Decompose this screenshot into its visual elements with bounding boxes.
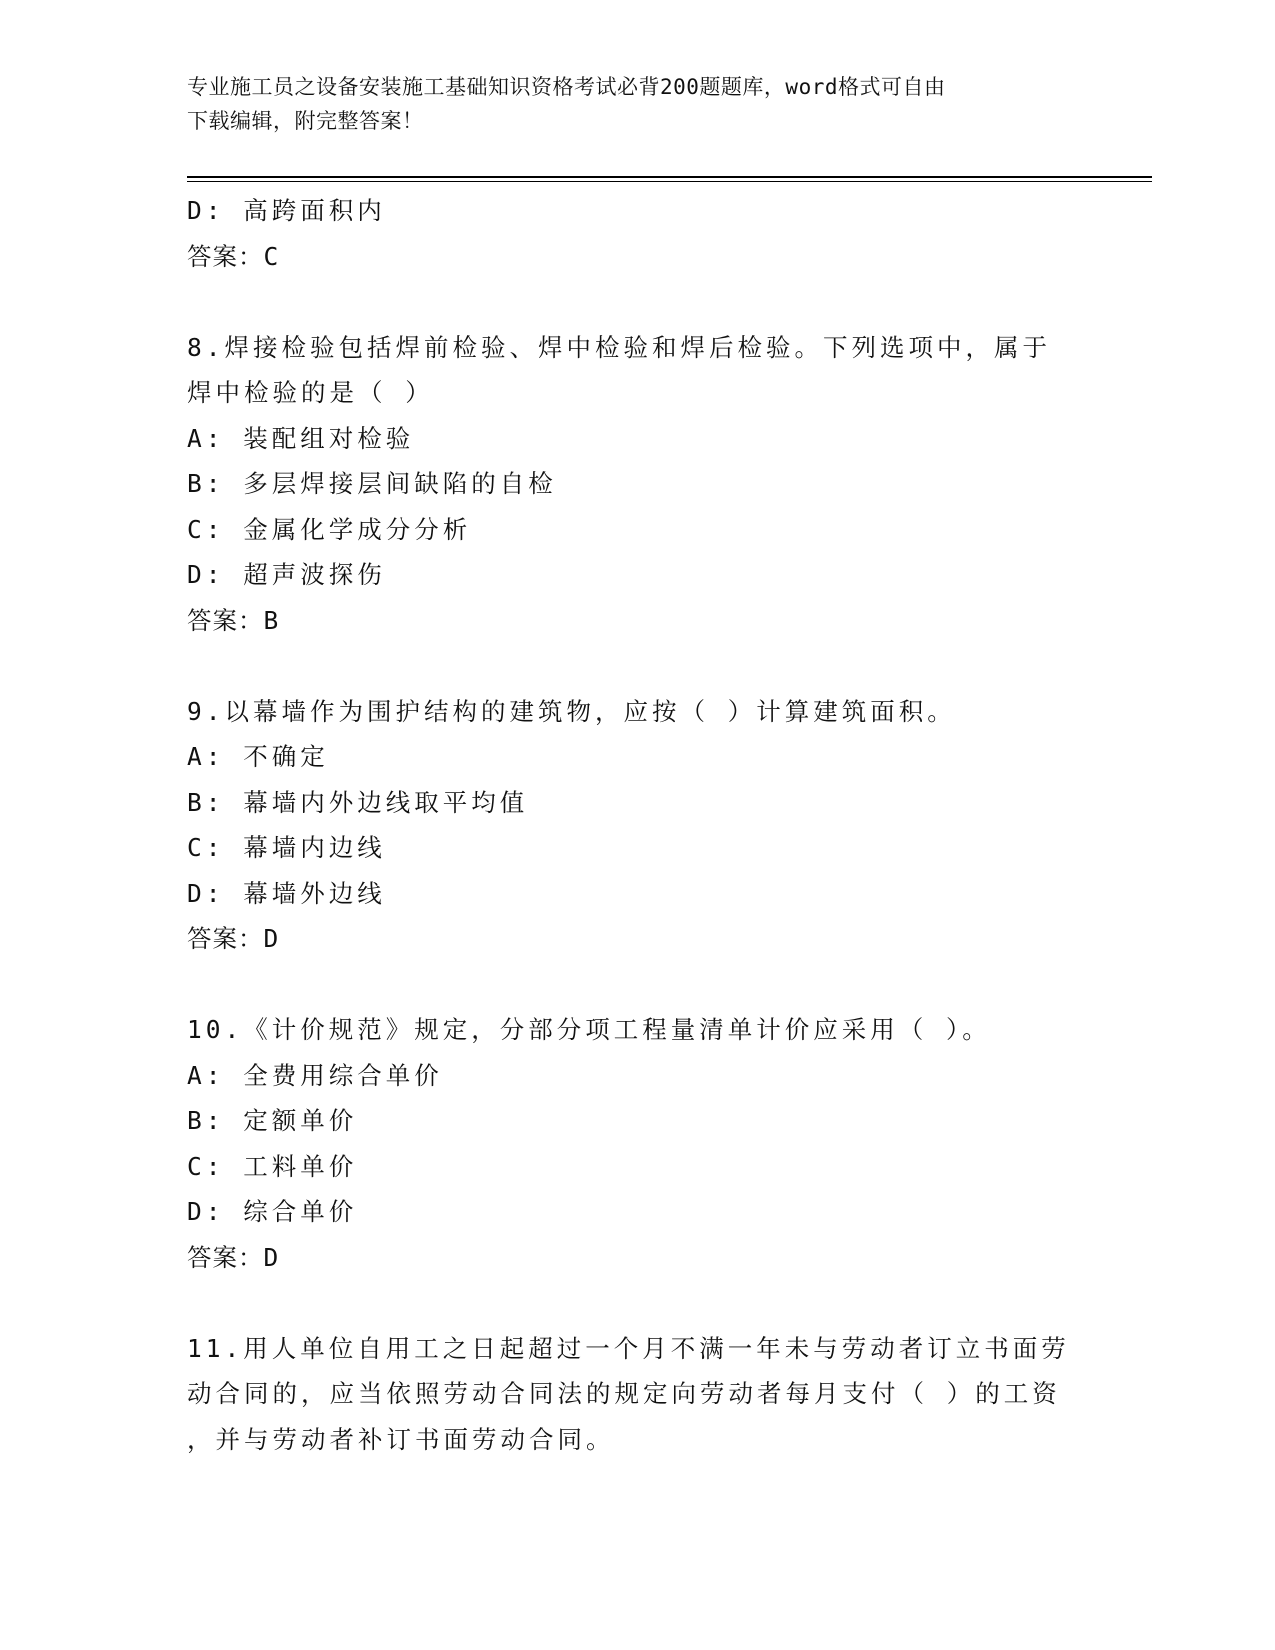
question-stem: 8.焊接检验包括焊前检验、焊中检验和焊后检验。下列选项中，属于 xyxy=(187,332,1051,362)
option-a: A: 全费用综合单价 xyxy=(187,1060,443,1090)
answer: 答案：D xyxy=(187,924,280,953)
question-content xyxy=(187,188,1087,1462)
option-d: D: 综合单价 xyxy=(187,1197,358,1226)
spacer xyxy=(187,1280,1087,1326)
spacer xyxy=(187,962,1087,1008)
spacer xyxy=(187,643,1087,689)
option-d: D: 超声波探伤 xyxy=(187,560,386,589)
question-stem: 动合同的，应当依照劳动合同法的规定向劳动者每月支付（ ）的工资 xyxy=(187,1379,1061,1408)
question-stem: 9.以幕墙作为围护结构的建筑物，应按（ ）计算建筑面积。 xyxy=(187,696,956,726)
option-a: A: 装配组对检验 xyxy=(187,423,415,453)
question-stem: 焊中检验的是（ ） xyxy=(187,378,434,407)
answer: 答案：B xyxy=(187,605,280,635)
question-stem: ，并与劳动者补订书面劳动合同。 xyxy=(187,1424,615,1454)
answer: 答案：C xyxy=(187,241,280,271)
option-d: D: 幕墙外边线 xyxy=(187,878,386,908)
document-header xyxy=(187,70,1067,138)
header-line-1: 专业施工员之设备安装施工基础知识资格考试必背200题题库，word格式可自由 xyxy=(187,75,946,99)
spacer xyxy=(187,279,1087,325)
header-rule-thin xyxy=(187,181,1152,182)
question-stem: 10.《计价规范》规定，分部分项工程量清单计价应采用（ ）。 xyxy=(187,1015,991,1044)
option-b: B: 幕墙内外边线取平均值 xyxy=(187,787,529,817)
option-b: B: 定额单价 xyxy=(187,1106,358,1135)
option-c: C: 金属化学成分分析 xyxy=(187,514,472,544)
option-c: C: 幕墙内边线 xyxy=(187,833,386,862)
option-d: D: 高跨面积内 xyxy=(187,196,386,225)
option-b: B: 多层焊接层间缺陷的自检 xyxy=(187,469,557,498)
option-c: C: 工料单价 xyxy=(187,1151,358,1181)
question-stem: 11.用人单位自用工之日起超过一个月不满一年未与劳动者订立书面劳 xyxy=(187,1333,1070,1363)
answer: 答案：D xyxy=(187,1242,280,1272)
header-line-2: 下载编辑，附完整答案！ xyxy=(187,109,424,133)
option-a: A: 不确定 xyxy=(187,742,329,771)
header-rule-thick xyxy=(187,176,1152,178)
